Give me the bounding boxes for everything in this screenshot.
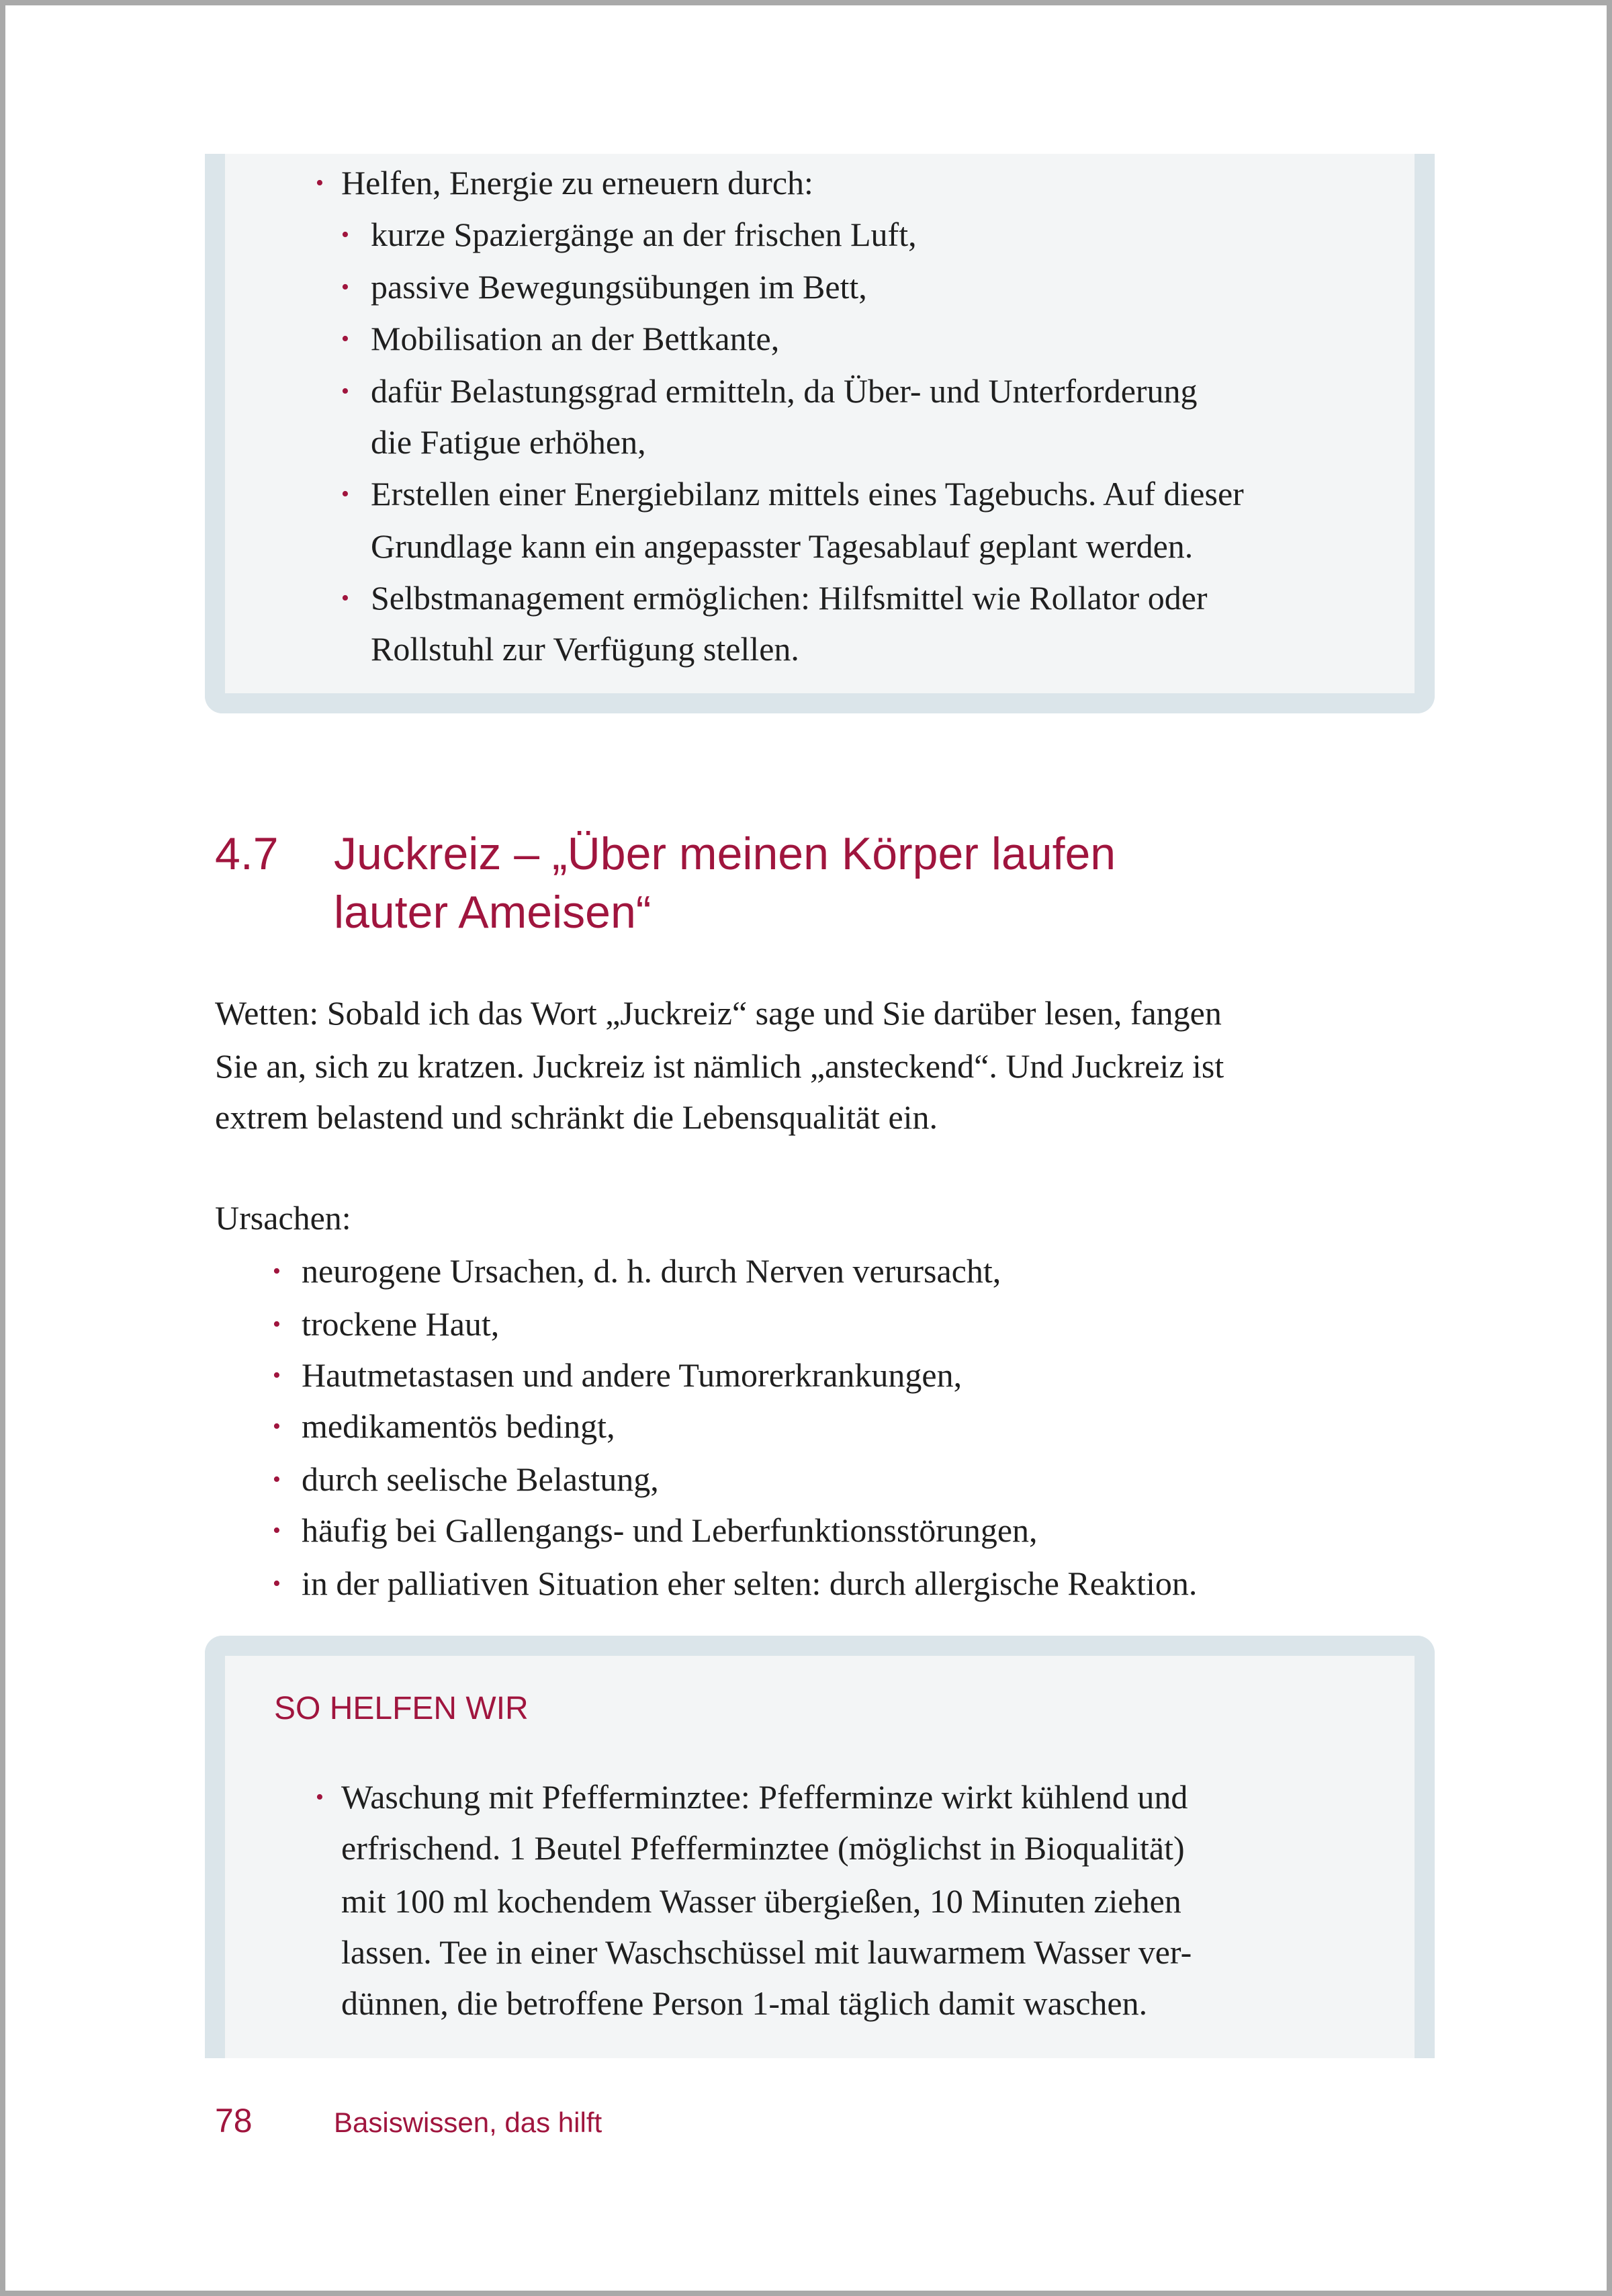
bullet-icon: •: [341, 482, 349, 506]
bullet-icon: •: [273, 1312, 281, 1337]
list-item-continued: lassen. Tee in einer Waschschüssel mit lauwarmem Wasser ver-: [341, 1933, 1192, 1971]
bullet-icon: •: [273, 1259, 281, 1284]
chapter-title: Basiswissen, das hilft: [334, 2107, 602, 2138]
list-item: in der palliativen Situation eher selten: durch allergische Reaktion.: [302, 1564, 1198, 1602]
page-number: 78: [215, 2102, 253, 2139]
list-item: Selbstmanagement ermöglichen: Hilfsmittel wie Rollator oder: [371, 579, 1208, 617]
list-item: trockene Haut,: [302, 1305, 500, 1343]
list-item: Waschung mit Pfefferminztee: Pfefferminze wirkt kühlend und: [341, 1778, 1188, 1816]
bullet-icon: •: [341, 586, 349, 611]
bullet-icon: •: [341, 326, 349, 351]
list-item: kurze Spaziergänge an der frischen Luft,: [371, 216, 917, 253]
list-item: häufig bei Gallengangs- und Leberfunktionsstörungen,: [302, 1511, 1038, 1549]
list-item: Erstellen einer Energiebilanz mittels eines Tagebuchs. Auf dieser: [371, 475, 1244, 513]
paragraph-line: extrem belastend und schränkt die Lebensqualität ein.: [215, 1098, 938, 1136]
section-number: 4.7: [215, 828, 279, 879]
bullet-icon: •: [316, 171, 324, 195]
bullet-icon: •: [273, 1414, 281, 1439]
section-title: Juckreiz – „Über meinen Körper laufen: [334, 828, 1116, 879]
list-item: Helfen, Energie zu erneuern durch:: [341, 164, 813, 202]
paragraph-line: Sie an, sich zu kratzen. Juckreiz ist nämlich „ansteckend“. Und Juckreiz ist: [215, 1047, 1224, 1085]
bullet-icon: •: [316, 1785, 324, 1810]
list-item-continued: dünnen, die betroffene Person 1-mal täglich damit waschen.: [341, 1984, 1148, 2022]
list-item-continued: mit 100 ml kochendem Wasser übergießen, 10 Minuten ziehen: [341, 1882, 1181, 1920]
bullet-icon: •: [341, 379, 349, 404]
list-item: neurogene Ursachen, d. h. durch Nerven verursacht,: [302, 1252, 1001, 1290]
list-item-continued: erfrischend. 1 Beutel Pfefferminztee (möglichst in Bioqualität): [341, 1829, 1185, 1867]
bullet-icon: •: [341, 222, 349, 247]
box-title: SO HELFEN WIR: [274, 1691, 529, 1726]
list-item: Mobilisation an der Bettkante,: [371, 320, 780, 357]
list-item-continued: die Fatigue erhöhen,: [371, 423, 646, 461]
list-item: Hautmetastasen und andere Tumorerkrankungen,: [302, 1356, 962, 1394]
list-item: dafür Belastungsgrad ermitteln, da Über- und Unterforderung: [371, 372, 1198, 410]
bullet-icon: •: [273, 1571, 281, 1596]
list-item-continued: Rollstuhl zur Verfügung stellen.: [371, 630, 799, 668]
bullet-icon: •: [273, 1467, 281, 1492]
bullet-icon: •: [273, 1518, 281, 1543]
list-item: medikamentös bedingt,: [302, 1407, 615, 1445]
list-item: passive Bewegungsübungen im Bett,: [371, 268, 867, 306]
list-item: durch seelische Belastung,: [302, 1460, 659, 1498]
list-item-continued: Grundlage kann ein angepasster Tagesablauf geplant werden.: [371, 527, 1194, 565]
bullet-icon: •: [341, 275, 349, 300]
section-title-continued: lauter Ameisen“: [334, 887, 652, 938]
causes-label: Ursachen:: [215, 1199, 351, 1237]
bullet-icon: •: [273, 1363, 281, 1388]
paragraph-line: Wetten: Sobald ich das Wort „Juckreiz“ sage und Sie darüber lesen, fangen: [215, 994, 1222, 1032]
